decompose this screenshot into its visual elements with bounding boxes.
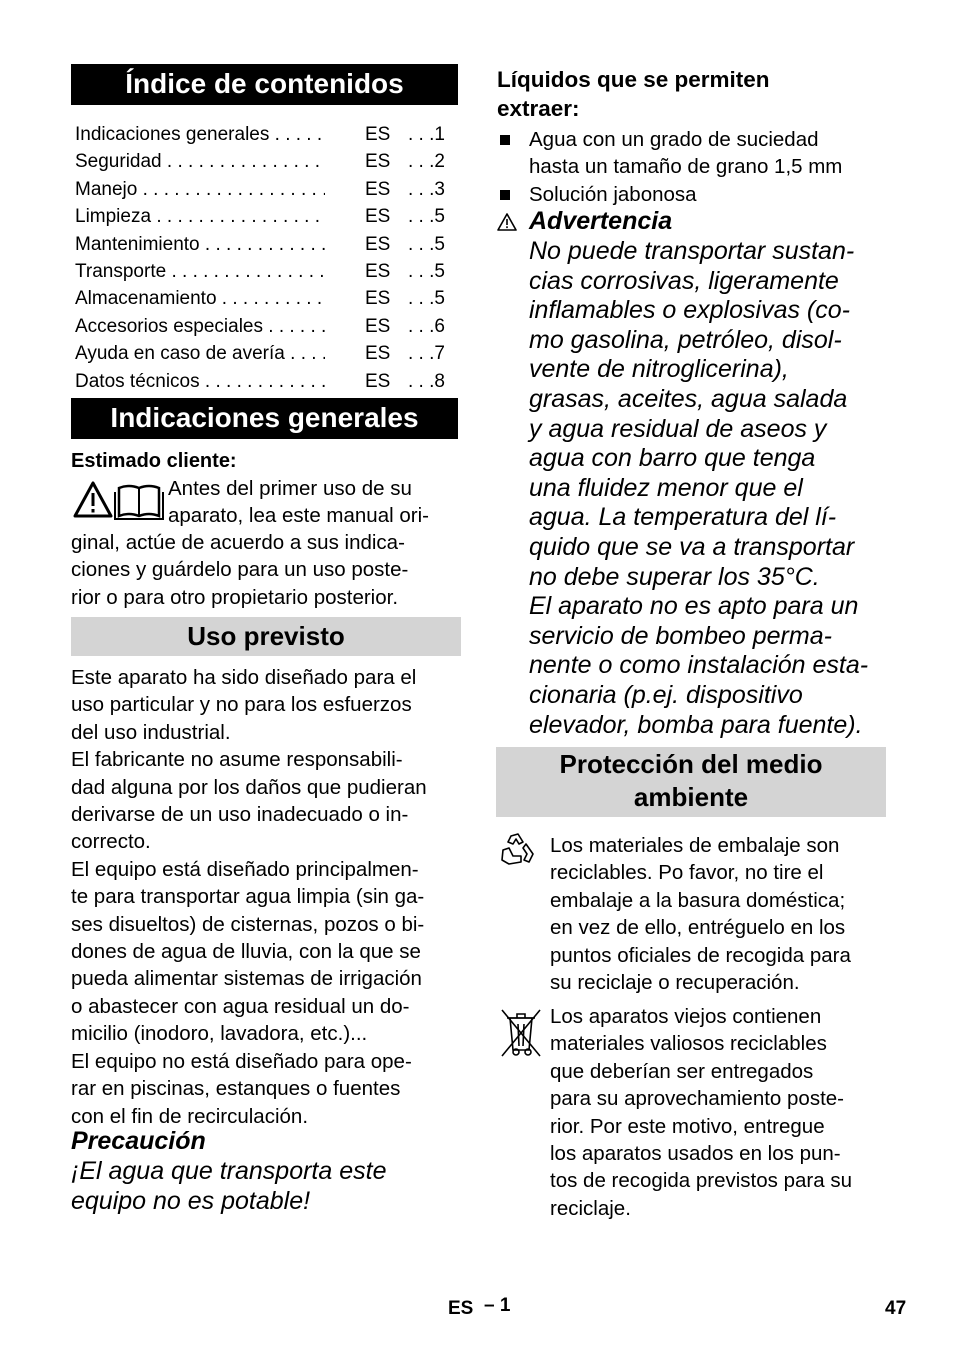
toc-entry-title: Mantenimiento . . .: [75, 231, 325, 258]
text-line: El fabricante no asume responsabili-: [71, 748, 403, 772]
text-line: reciclaje.: [550, 1196, 631, 1220]
toc-entry-page: . . . 5: [408, 203, 450, 230]
weee-text: [550, 1003, 890, 1222]
general-heading: Indicaciones generales: [71, 398, 458, 439]
toc-entry-page: . . . 5: [408, 285, 450, 312]
bullet-square: [500, 190, 510, 200]
general-intro: [168, 475, 460, 530]
toc-entry-language: ES: [365, 343, 391, 365]
toc-entry[interactable]: [75, 231, 455, 258]
text-line: rior o para otro propietario posterior.: [71, 585, 399, 609]
text-line: agua con barro que tenga: [529, 444, 816, 473]
text-line: grasas, aceites, agua salada: [529, 384, 848, 413]
text-line: Líquidos que se permiten: [497, 67, 770, 92]
intended-use-text: [71, 664, 463, 1130]
text-line: ses disueltos) de cisternas, pozos o bi-: [71, 912, 425, 936]
toc-entry-title: Transporte . . .: [75, 258, 325, 285]
text-line: ciones y guárdelo para un uso poste-: [71, 558, 409, 582]
text-line: dones de agua de lluvia, con la que se: [71, 940, 421, 964]
text-line: micilio (inodoro, lavadora, etc.)...: [71, 1022, 368, 1046]
warning-read-manual-icon: [73, 480, 161, 520]
text-line: equipo no es potable!: [71, 1186, 311, 1215]
text-line: Antes del primer uso de su: [168, 477, 412, 500]
text-line: con el fin de recirculación.: [71, 1104, 309, 1128]
toc-entry-title: Datos técnicos . . .: [75, 368, 325, 395]
toc-entry-page: . . . 5: [408, 231, 450, 258]
toc-entry-language: ES: [365, 124, 391, 145]
bullet-square: [500, 135, 510, 145]
text-line: rar en piscinas, estanques o fuentes: [71, 1077, 401, 1101]
text-line: reciclables. Po favor, no tire el: [550, 861, 824, 885]
toc-entry-page: . . . 1: [408, 121, 450, 148]
warning-text: [529, 237, 894, 740]
heading-line: Protección del medio: [559, 749, 823, 779]
text-line: El equipo está diseñado principalmen-: [71, 857, 419, 881]
recycle-icon: [497, 832, 539, 872]
caution-text: [71, 1157, 463, 1216]
toc-entry-title: Ayuda en caso de avería . . .: [75, 340, 325, 367]
toc-entry[interactable]: [75, 340, 455, 367]
text-line: mo gasolina, petróleo, disol-: [529, 325, 842, 354]
text-line: servicio de bombeo perma-: [529, 621, 832, 650]
caution-title: Precaución: [71, 1127, 206, 1155]
environment-heading: [496, 747, 886, 817]
text-line: elevador, bomba para fuente).: [529, 710, 863, 739]
text-line: quido que se va a transportar: [529, 532, 855, 561]
toc-entry-language: ES: [365, 260, 391, 282]
toc-entry-language: ES: [365, 288, 391, 310]
text-line: No puede transportar sustan-: [529, 237, 855, 265]
toc-entry-title: Almacenamiento . . .: [75, 285, 325, 312]
text-line: una fluidez menor que el: [529, 473, 803, 502]
warning-triangle-icon: [497, 212, 517, 232]
toc-entry-page: . . . 5: [408, 258, 450, 285]
toc-entry-page: . . . 2: [408, 148, 450, 175]
toc-entry-title: Accesorios especiales . . .: [75, 313, 325, 340]
text-line: aparato, lea este manual ori-: [168, 504, 429, 528]
text-line: uso particular y no para los esfuerzos: [71, 693, 412, 717]
text-line: Agua con un grado de suciedad: [529, 128, 819, 151]
liquids-bullet-2: Solución jabonosa: [529, 183, 697, 206]
text-line: tos de recogida previstos para su: [550, 1169, 852, 1193]
footer-language: ES: [448, 1298, 474, 1319]
text-line: te para transportar agua limpia (sin ga-: [71, 885, 425, 909]
text-line: dad alguna por los daños que pudieran: [71, 775, 427, 799]
toc-entry-language: ES: [365, 233, 391, 255]
text-line: cias corrosivas, ligeramente: [529, 266, 839, 295]
toc-entry[interactable]: [75, 176, 455, 203]
toc-list: [75, 121, 455, 395]
text-line: El aparato no es apto para un: [529, 592, 859, 621]
text-line: su reciclaje o recuperación.: [550, 971, 800, 995]
text-line: materiales valiosos reciclables: [550, 1032, 827, 1056]
text-line: Los materiales de embalaje son: [550, 834, 840, 857]
toc-entry[interactable]: [75, 258, 455, 285]
text-line: puntos oficiales de recogida para: [550, 943, 851, 967]
toc-entry-page: . . . 8: [408, 368, 450, 395]
heading-line: ambiente: [633, 782, 749, 812]
text-line: ¡El agua que transporta este: [71, 1157, 387, 1185]
toc-entry-language: ES: [365, 178, 391, 200]
toc-entry-page: . . . 6: [408, 313, 450, 340]
text-line: para su aprovechamiento poste-: [550, 1087, 845, 1111]
text-line: correcto.: [71, 830, 151, 854]
text-line: derivarse de un uso inadecuado o in-: [71, 803, 409, 827]
toc-entry-language: ES: [365, 370, 391, 392]
toc-entry[interactable]: [75, 313, 455, 340]
text-line: agua. La temperatura del lí-: [529, 503, 837, 532]
text-line: rior. Por este motivo, entregue: [550, 1114, 825, 1138]
text-line: Los aparatos viejos contienen: [550, 1005, 822, 1028]
warning-title: Advertencia: [529, 207, 673, 235]
text-line: cionaria (p.ej. dispositivo: [529, 680, 803, 709]
toc-entry-title: Limpieza . . .: [75, 203, 325, 230]
text-line: los aparatos usados en los pun-: [550, 1142, 841, 1166]
text-line: que deberían ser entregados: [550, 1059, 814, 1083]
toc-entry-page: . . . 7: [408, 340, 450, 367]
text-line: y agua residual de aseos y: [529, 414, 827, 443]
toc-entry[interactable]: [75, 203, 455, 230]
text-line: ginal, actúe de acuerdo a sus indica-: [71, 531, 405, 554]
toc-entry-page: . . . 3: [408, 176, 450, 203]
text-line: vente de nitroglicerina),: [529, 355, 789, 384]
text-line: extraer:: [497, 96, 580, 121]
toc-heading: Índice de contenidos: [71, 64, 458, 105]
toc-entry-language: ES: [365, 151, 391, 173]
liquids-heading: [497, 65, 770, 123]
toc-entry[interactable]: [75, 368, 455, 395]
general-subheading: Estimado cliente:: [71, 450, 237, 472]
general-body: [71, 529, 461, 611]
text-line: no debe superar los 35°C.: [529, 562, 820, 591]
text-line: Este aparato ha sido diseñado para el: [71, 666, 417, 689]
text-line: El equipo no está diseñado para ope-: [71, 1049, 412, 1073]
intended-use-heading: Uso previsto: [71, 617, 461, 656]
text-line: en vez de ello, entréguelo en los: [550, 916, 846, 940]
text-line: hasta un tamaño de grano 1,5 mm: [529, 155, 843, 179]
toc-entry-title: Manejo . . .: [75, 176, 325, 203]
footer-page-number: 47: [885, 1298, 907, 1319]
text-line: del uso industrial.: [71, 720, 231, 744]
text-line: nente o como instalación esta-: [529, 651, 869, 680]
toc-entry-title: Indicaciones generales . . .: [75, 121, 325, 148]
text-line: inflamables o explosivas (co-: [529, 296, 850, 325]
toc-entry-language: ES: [365, 206, 391, 228]
liquids-bullet-1: [529, 126, 889, 181]
toc-entry[interactable]: [75, 121, 455, 148]
recycle-text: [550, 832, 890, 996]
toc-entry-language: ES: [365, 315, 391, 337]
text-line: embalaje a la basura doméstica;: [550, 888, 846, 912]
text-line: pueda alimentar sistemas de irrigación: [71, 967, 422, 991]
toc-entry-title: Seguridad . . .: [75, 148, 325, 175]
toc-entry[interactable]: [75, 148, 455, 175]
toc-entry[interactable]: [75, 285, 455, 312]
text-line: o abastecer con agua residual un do-: [71, 994, 410, 1018]
footer-section-page: – 1: [484, 1295, 511, 1316]
crossed-out-bin-icon: [500, 1006, 542, 1058]
